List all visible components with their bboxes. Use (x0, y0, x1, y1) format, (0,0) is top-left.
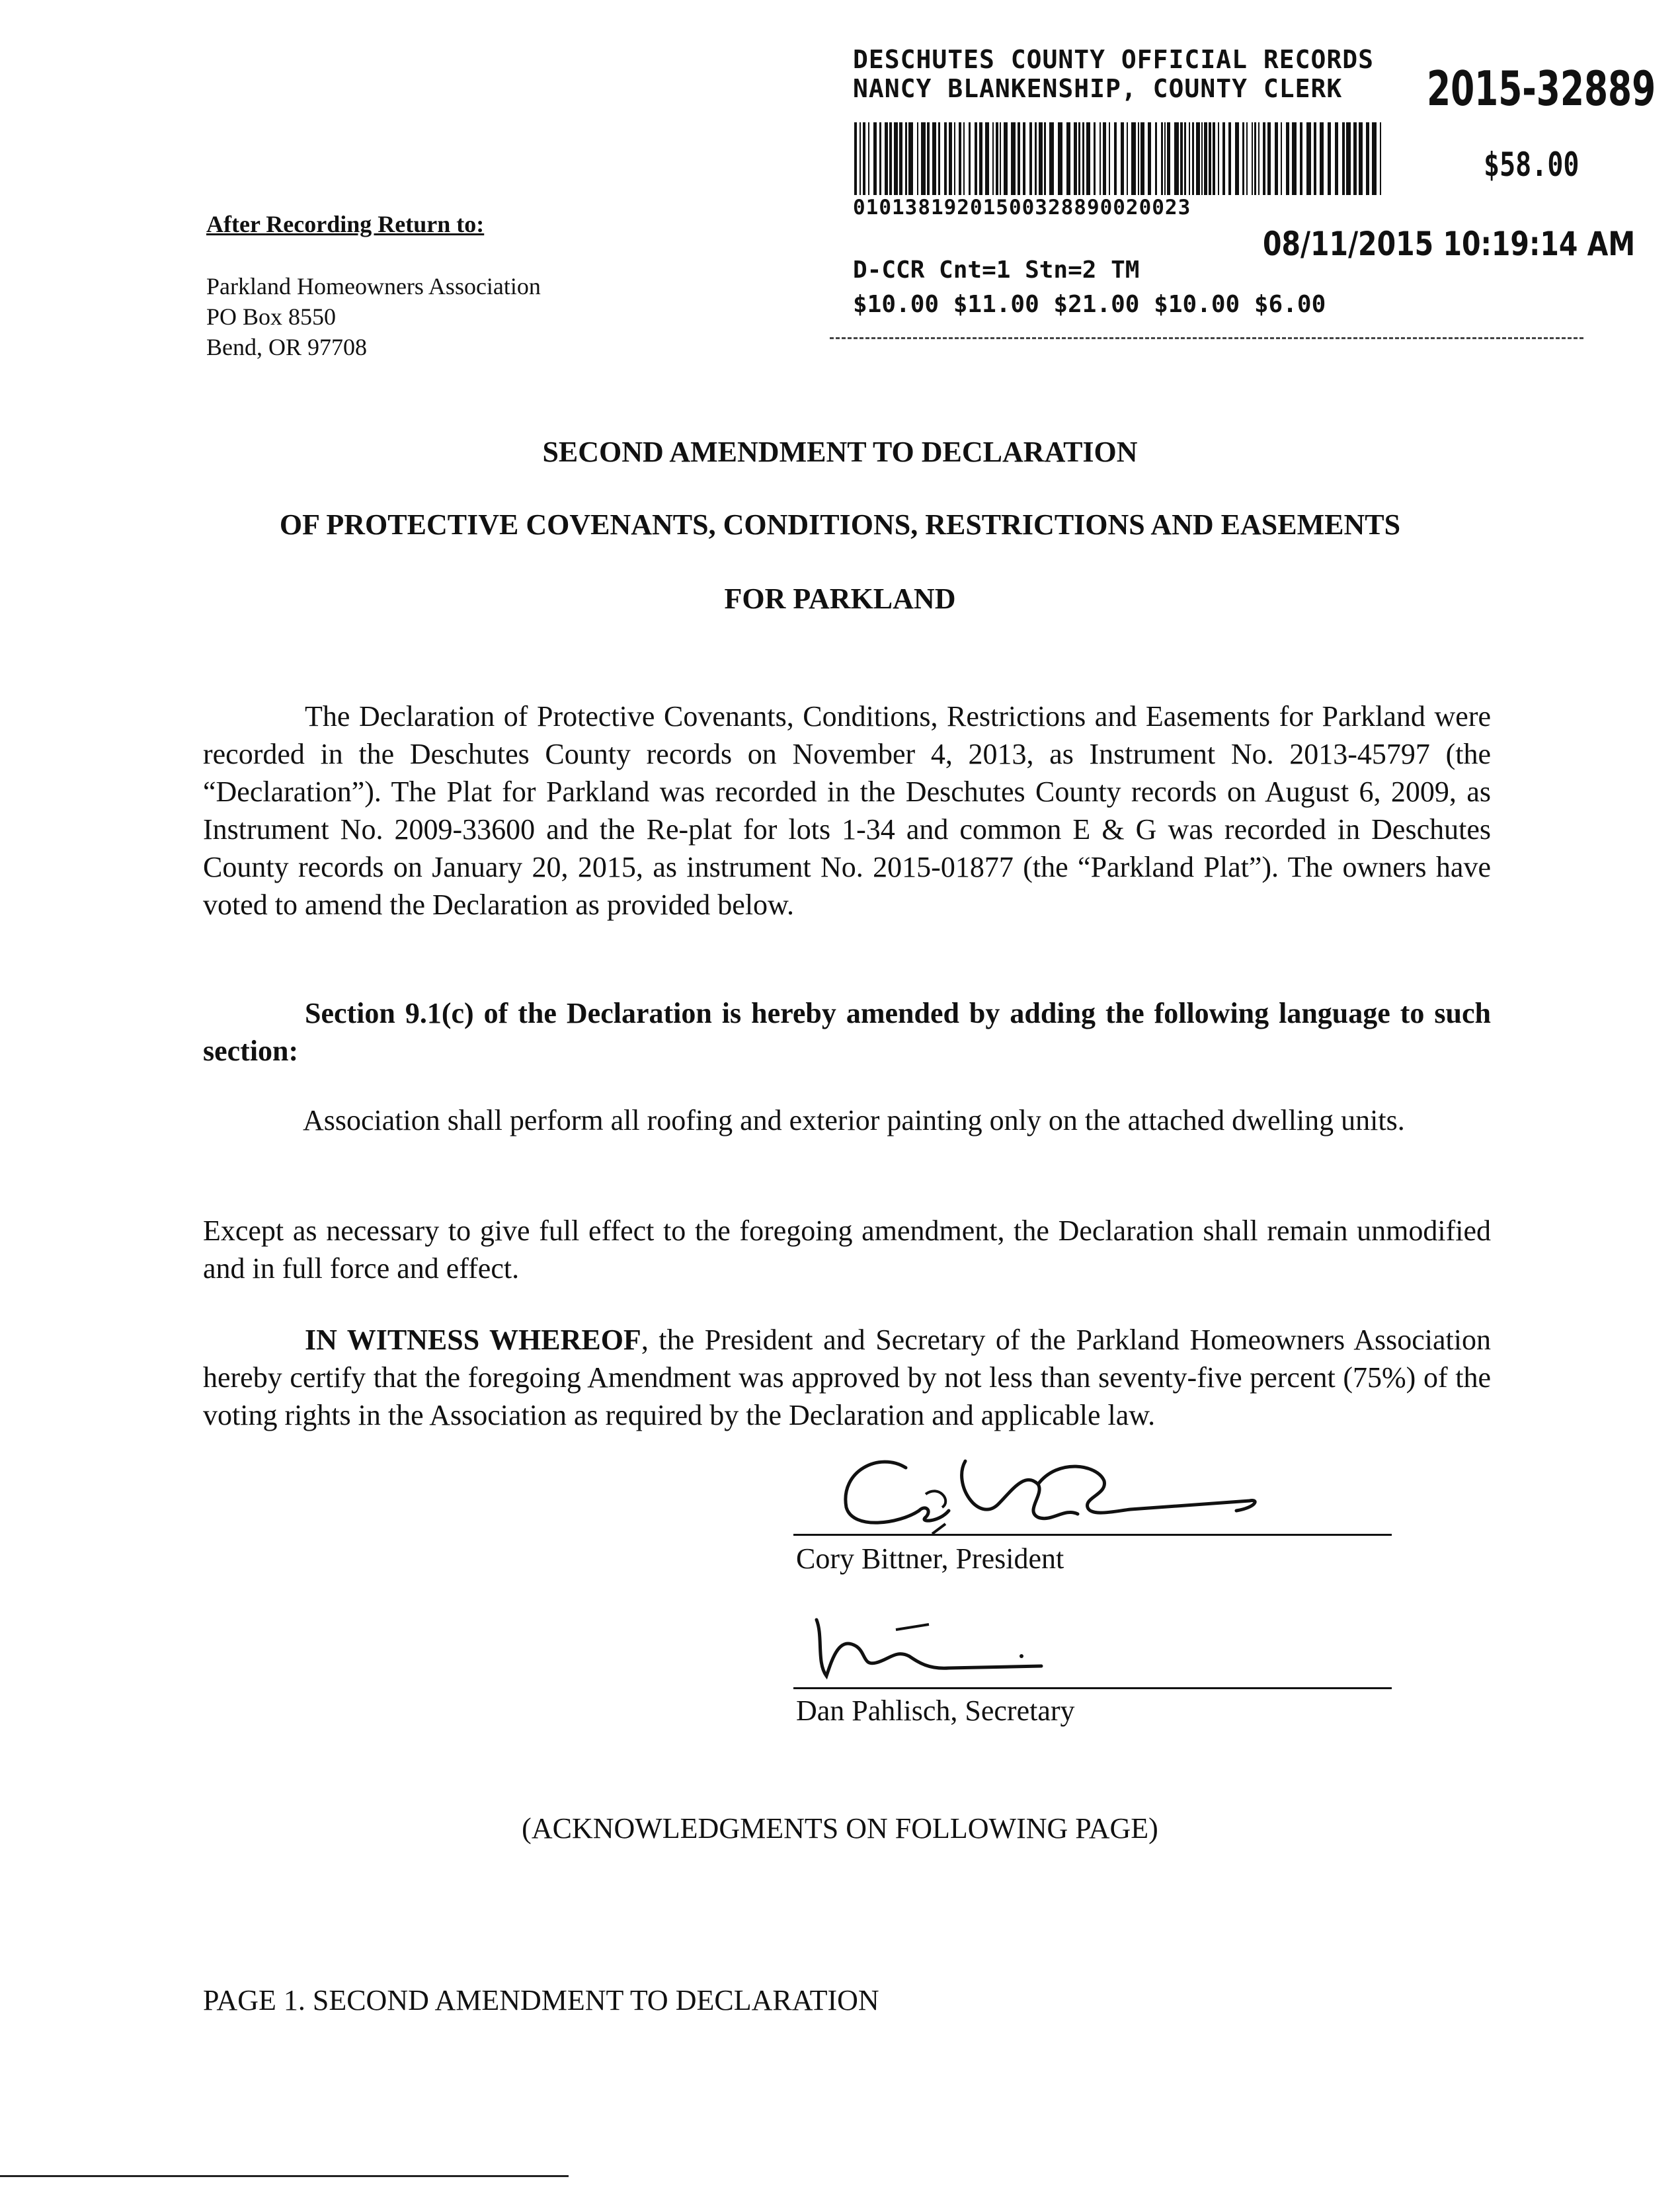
document-title-line3: FOR PARKLAND (724, 582, 956, 615)
document-title-line2: OF PROTECTIVE COVENANTS, CONDITIONS, RESTRICTIONS AND EASEMENTS (279, 508, 1401, 541)
secretary-signature (803, 1610, 1068, 1683)
bottom-rule (0, 2175, 569, 2177)
president-signature (826, 1445, 1263, 1537)
amendment-text: Association shall perform all roofing and exterior painting only on the attached dwelling units. (303, 1104, 1405, 1136)
stamp-clerk-line: NANCY BLANKENSHIP, COUNTY CLERK (853, 74, 1343, 103)
barcode (854, 122, 1383, 195)
witness-text: , the President and Secretary of the Parkland Homeowners Association hereby certify that the foregoing Amendment was approved by not less than seventy-five percent (75%) of the voting rights in the Association as required by the Declaration and applicable law. (203, 1324, 1492, 1431)
return-address-line: PO Box 8550 (206, 303, 337, 330)
president-name: Cory Bittner, President (796, 1542, 1064, 1575)
recording-codes: D-CCR Cnt=1 Stn=2 TM (853, 257, 1140, 284)
return-address-line: Bend, OR 97708 (206, 334, 367, 360)
record-number: 2015-32889 (1427, 61, 1656, 116)
witness-lead: IN WITNESS WHEREOF (305, 1324, 641, 1356)
president-signature-line (793, 1534, 1392, 1536)
acknowledgments-note: (ACKNOWLEDGMENTS ON FOLLOWING PAGE) (522, 1812, 1158, 1845)
page-footer: PAGE 1. SECOND AMENDMENT TO DECLARATION (203, 1984, 879, 2016)
secretary-name: Dan Pahlisch, Secretary (796, 1694, 1075, 1727)
stamp-divider (830, 337, 1583, 339)
return-address-line: Parkland Homeowners Association (206, 273, 541, 299)
recorded-datetime: 08/11/2015 10:19:14 AM (1263, 225, 1636, 263)
return-to-heading: After Recording Return to: (206, 211, 485, 237)
stamp-office-line: DESCHUTES COUNTY OFFICIAL RECORDS (853, 45, 1374, 74)
fee-breakdown: $10.00 $11.00 $21.00 $10.00 $6.00 (853, 291, 1326, 318)
except-paragraph: Except as necessary to give full effect to the foregoing amendment, the Declaration shall remain unmodified and in full force and effect. (203, 1214, 1491, 1285)
secretary-signature-line (793, 1687, 1392, 1689)
intro-paragraph: The Declaration of Protective Covenants, Conditions, Restrictions and Easements for Parkland were recorded in the Deschutes County records on November 4, 2013, as Instrument No. 2013-45797 (the “Declaration”). The Plat for Parkland was recorded in the Deschutes County records on August 6, 2009, as Instrument No. 2009-33600 and the Re-plat for lots 1-34 and common E & G was recorded in Deschutes County records on January 20, 2015, as instrument No. 2015-01877 (the “Parkland Plat”). The owners have voted to amend the Declaration as provided below. (203, 700, 1491, 921)
barcode-number: 01013819201500328890020023 (853, 196, 1191, 219)
total-fee: $58.00 (1484, 145, 1580, 184)
witness-paragraph (203, 1321, 1491, 1434)
section-heading: Section 9.1(c) of the Declaration is hereby amended by adding the following language to such section: (203, 997, 1491, 1067)
document-title-line1: SECOND AMENDMENT TO DECLARATION (542, 436, 1138, 468)
